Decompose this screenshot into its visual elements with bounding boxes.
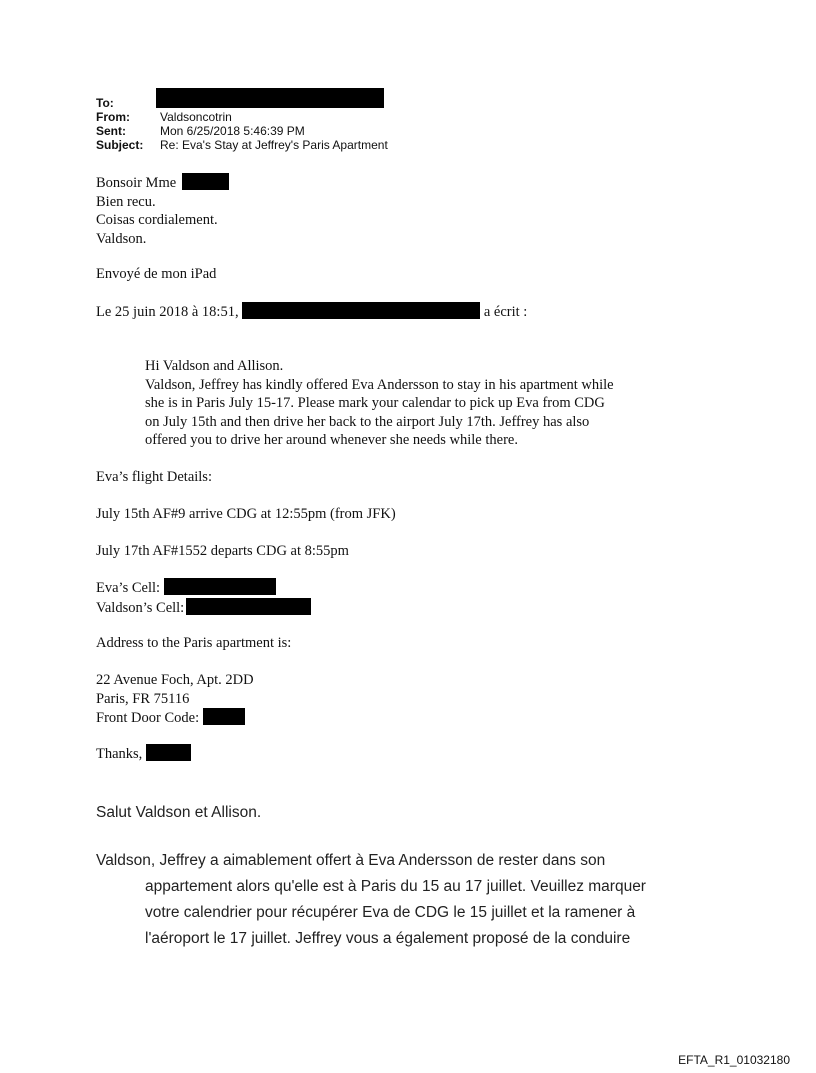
sent-row: [96, 124, 388, 138]
door-code-line: [96, 708, 254, 728]
door-code-label: Front Door Code:: [96, 710, 200, 726]
address-block: [96, 671, 254, 728]
quote-intro-suffix: a écrit :: [483, 304, 528, 320]
cell-numbers: [96, 578, 311, 617]
redaction-box: [156, 88, 384, 108]
redaction-box: [186, 598, 311, 615]
to-label: To:: [96, 96, 114, 110]
flight-line: July 17th AF#1552 departs CDG at 8:55pm: [96, 543, 349, 559]
translation-line: votre calendrier pour récupérer Eva de CDG le 15 juillet et la ramener à: [145, 904, 636, 921]
valdson-cell-label: Valdson’s Cell:: [96, 599, 185, 616]
quoted-message: [145, 357, 705, 450]
reply-signature: Envoyé de mon iPad: [96, 266, 217, 282]
translation-line: appartement alors qu'elle est à Paris du 15 au 17 juillet. Veuillez marquer: [145, 878, 646, 895]
from-label: From:: [96, 110, 130, 124]
eva-cell-label: Eva’s Cell:: [96, 580, 161, 596]
flight-heading: Eva’s flight Details:: [96, 469, 212, 485]
redaction-box: [182, 173, 229, 190]
redaction-box: [164, 578, 276, 595]
reply-line: Coisas cordialement.: [96, 212, 218, 228]
subject-value: Re: Eva's Stay at Jeffrey's Paris Apartment: [160, 138, 388, 152]
eva-cell-line: [96, 578, 311, 598]
to-row: [96, 96, 388, 110]
thanks-text: Thanks,: [96, 746, 143, 762]
address-heading: Address to the Paris apartment is:: [96, 635, 292, 651]
from-row: [96, 110, 388, 124]
address-line: Paris, FR 75116: [96, 690, 190, 707]
redaction-box: [242, 302, 480, 319]
translation-greeting: Salut Valdson et Allison.: [96, 804, 262, 821]
quoted-greeting: Hi Valdson and Allison.: [145, 358, 284, 374]
quote-intro: [96, 302, 527, 322]
quote-intro-prefix: Le 25 juin 2018 à 18:51,: [96, 304, 239, 320]
redaction-box: [146, 744, 191, 761]
sent-value: Mon 6/25/2018 5:46:39 PM: [160, 124, 305, 138]
reply-line: Valdson.: [96, 230, 147, 247]
quoted-body-line: offered you to drive her around whenever she needs while there.: [145, 432, 518, 448]
translation-line: Valdson, Jeffrey a aimablement offert à Eva Andersson de rester dans son: [96, 852, 606, 869]
quoted-body-line: she is in Paris July 15-17. Please mark your calendar to pick up Eva from CDG: [145, 395, 605, 411]
document-id: EFTA_R1_01032180: [678, 1053, 790, 1067]
translation-body: [96, 848, 696, 952]
reply-greeting: Bonsoir Mme: [96, 175, 177, 191]
subject-row: [96, 138, 388, 152]
subject-label: Subject:: [96, 138, 144, 152]
from-value: Valdsoncotrin: [160, 110, 232, 124]
sent-label: Sent:: [96, 124, 126, 138]
translation-line: l'aéroport le 17 juillet. Jeffrey vous a également proposé de la conduire: [145, 930, 631, 947]
reply-body: [96, 173, 229, 248]
quoted-body-line: on July 15th and then drive her back to the airport July 17th. Jeffrey has also: [145, 413, 590, 430]
quoted-body-line: Valdson, Jeffrey has kindly offered Eva Andersson to stay in his apartment while: [145, 376, 614, 393]
flight-line: July 15th AF#9 arrive CDG at 12:55pm (from JFK): [96, 506, 396, 522]
email-header: [96, 96, 388, 152]
valdson-cell-line: [96, 598, 311, 618]
thanks-line: [96, 744, 191, 764]
redaction-box: [203, 708, 245, 725]
reply-greeting-line: [96, 173, 229, 193]
address-line: 22 Avenue Foch, Apt. 2DD: [96, 672, 254, 688]
reply-line: Bien recu.: [96, 193, 156, 210]
